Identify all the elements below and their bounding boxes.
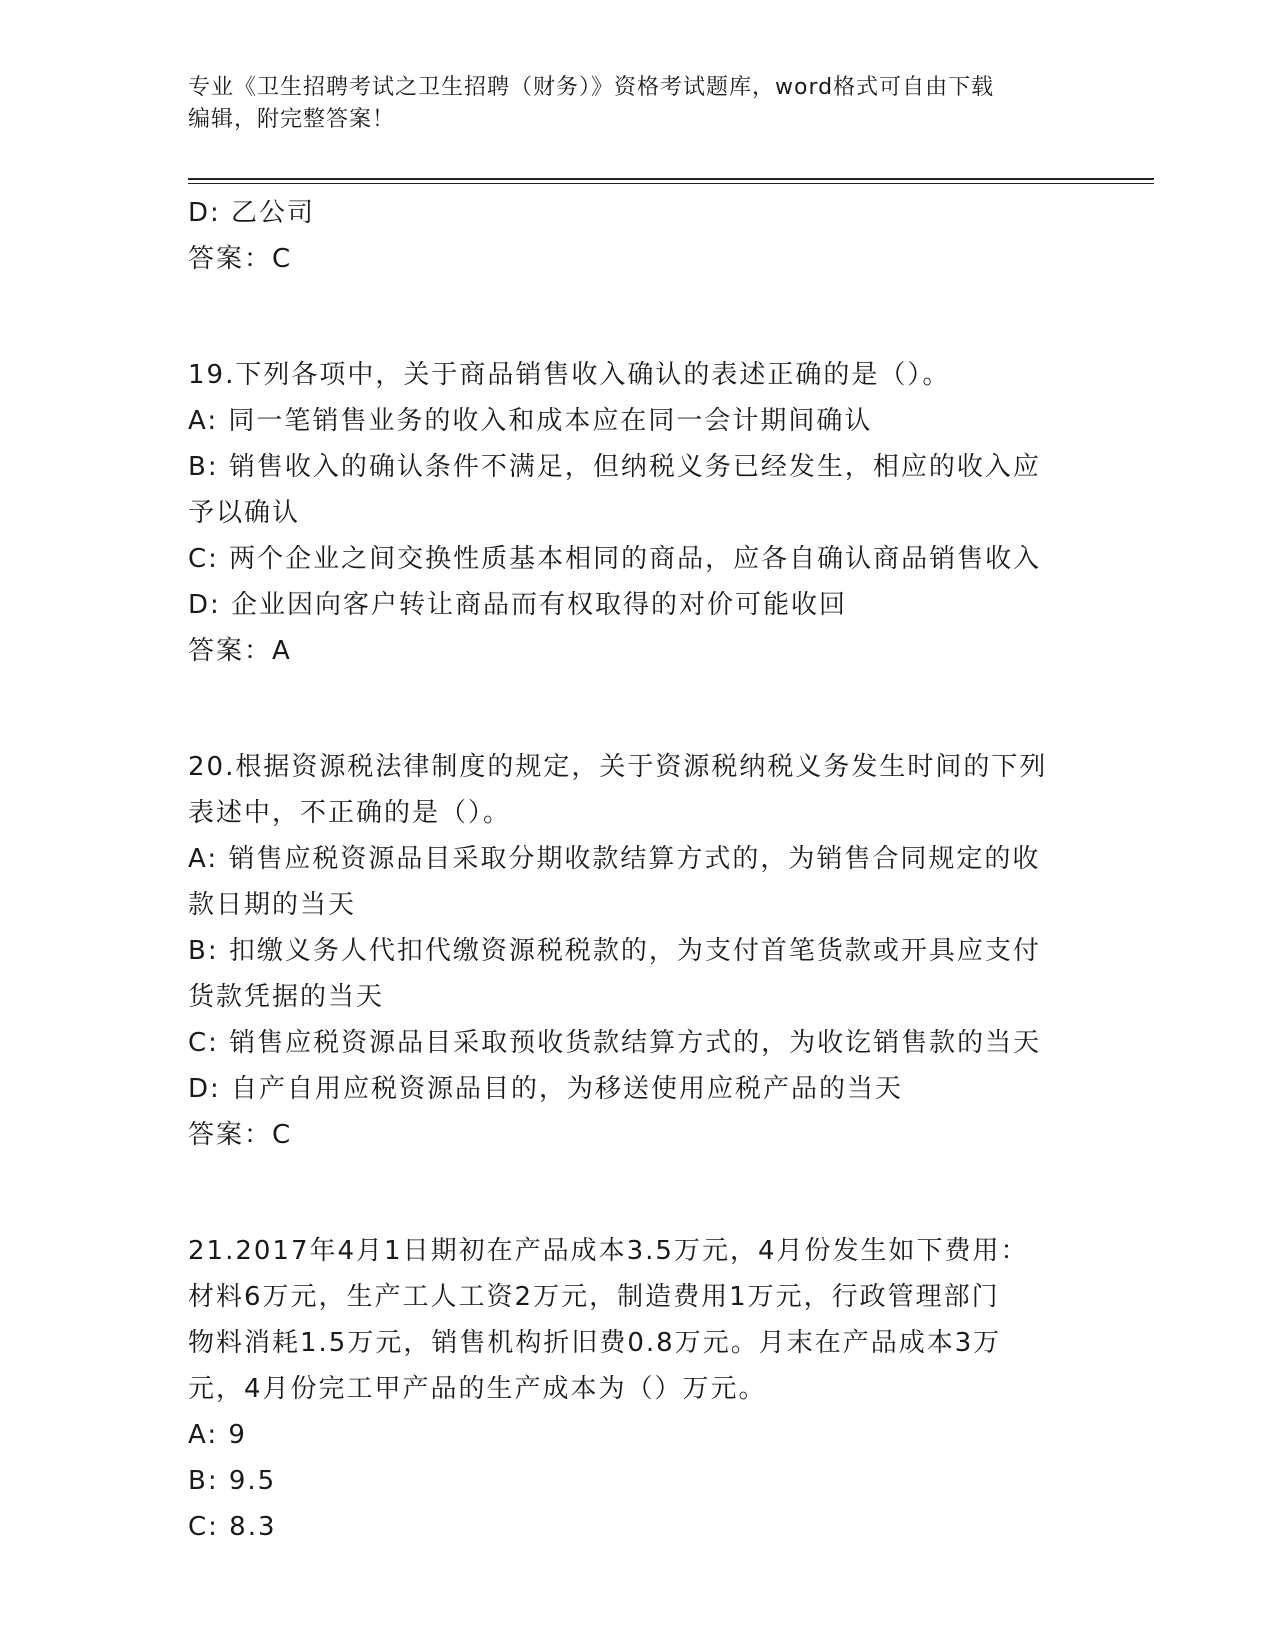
- answer: 答案：C: [188, 1120, 293, 1150]
- option-a: A: 9: [188, 1420, 247, 1450]
- question-stem-continued: 元，4月份完工甲产品的生产成本为（）万元。: [188, 1374, 767, 1404]
- answer: 答案：A: [188, 636, 292, 666]
- option-b: B: 9.5: [188, 1466, 277, 1496]
- spacer: [188, 282, 1088, 352]
- question-stem: 19.下列各项中，关于商品销售收入确认的表述正确的是（）。: [188, 360, 951, 390]
- option-d: D: 自产自用应税资源品目的，为移送使用应税产品的当天: [188, 1074, 904, 1104]
- option-b: B: 扣缴义务人代扣代缴资源税税款的，为支付首笔货款或开具应支付: [188, 936, 1041, 966]
- option-b-continued: 货款凭据的当天: [188, 982, 385, 1012]
- question-stem-continued: 表述中，不正确的是（）。: [188, 798, 512, 828]
- question-stem: 21.2017年4月1日期初在产品成本3.5万元，4月份发生如下费用：: [188, 1236, 1029, 1266]
- question-stem: 20.根据资源税法律制度的规定，关于资源税纳税义务发生时间的下列: [188, 752, 1048, 782]
- document-body: [188, 190, 1088, 1550]
- option-a-continued: 款日期的当天: [188, 890, 357, 920]
- answer: 答案：C: [188, 244, 293, 274]
- option-b-continued: 予以确认: [188, 498, 301, 528]
- question-stem-continued: 物料消耗1.5万元，销售机构折旧费0.8万元。月末在产品成本3万: [188, 1328, 1002, 1358]
- page-header: [188, 72, 1068, 136]
- question-stem-continued: 材料6万元，生产工人工资2万元，制造费用1万元，行政管理部门: [188, 1282, 1000, 1312]
- spacer: [188, 1158, 1088, 1228]
- header-line-1: 专业《卫生招聘考试之卫生招聘（财务）》资格考试题库，word格式可自由下载: [188, 75, 995, 100]
- question-21: [188, 1228, 1088, 1550]
- spacer: [188, 674, 1088, 744]
- option-c: C: 销售应税资源品目采取预收货款结算方式的，为收讫销售款的当天: [188, 1028, 1042, 1058]
- option-d: D: 企业因向客户转让商品而有权取得的对价可能收回: [188, 590, 848, 620]
- header-line-2: 编辑，附完整答案！: [188, 107, 396, 132]
- option-a: A: 同一笔销售业务的收入和成本应在同一会计期间确认: [188, 406, 873, 436]
- previous-question: [188, 190, 1088, 282]
- option-c: C: 8.3: [188, 1512, 277, 1542]
- header-rule-thick: [188, 178, 1154, 180]
- option-d: D: 乙公司: [188, 198, 316, 228]
- option-b: B: 销售收入的确认条件不满足，但纳税义务已经发生，相应的收入应: [188, 452, 1041, 482]
- question-20: [188, 744, 1088, 1158]
- option-c: C: 两个企业之间交换性质基本相同的商品，应各自确认商品销售收入: [188, 544, 1042, 574]
- header-rule-thin: [188, 183, 1154, 184]
- option-a: A: 销售应税资源品目采取分期收款结算方式的，为销售合同规定的收: [188, 844, 1041, 874]
- question-19: [188, 352, 1088, 674]
